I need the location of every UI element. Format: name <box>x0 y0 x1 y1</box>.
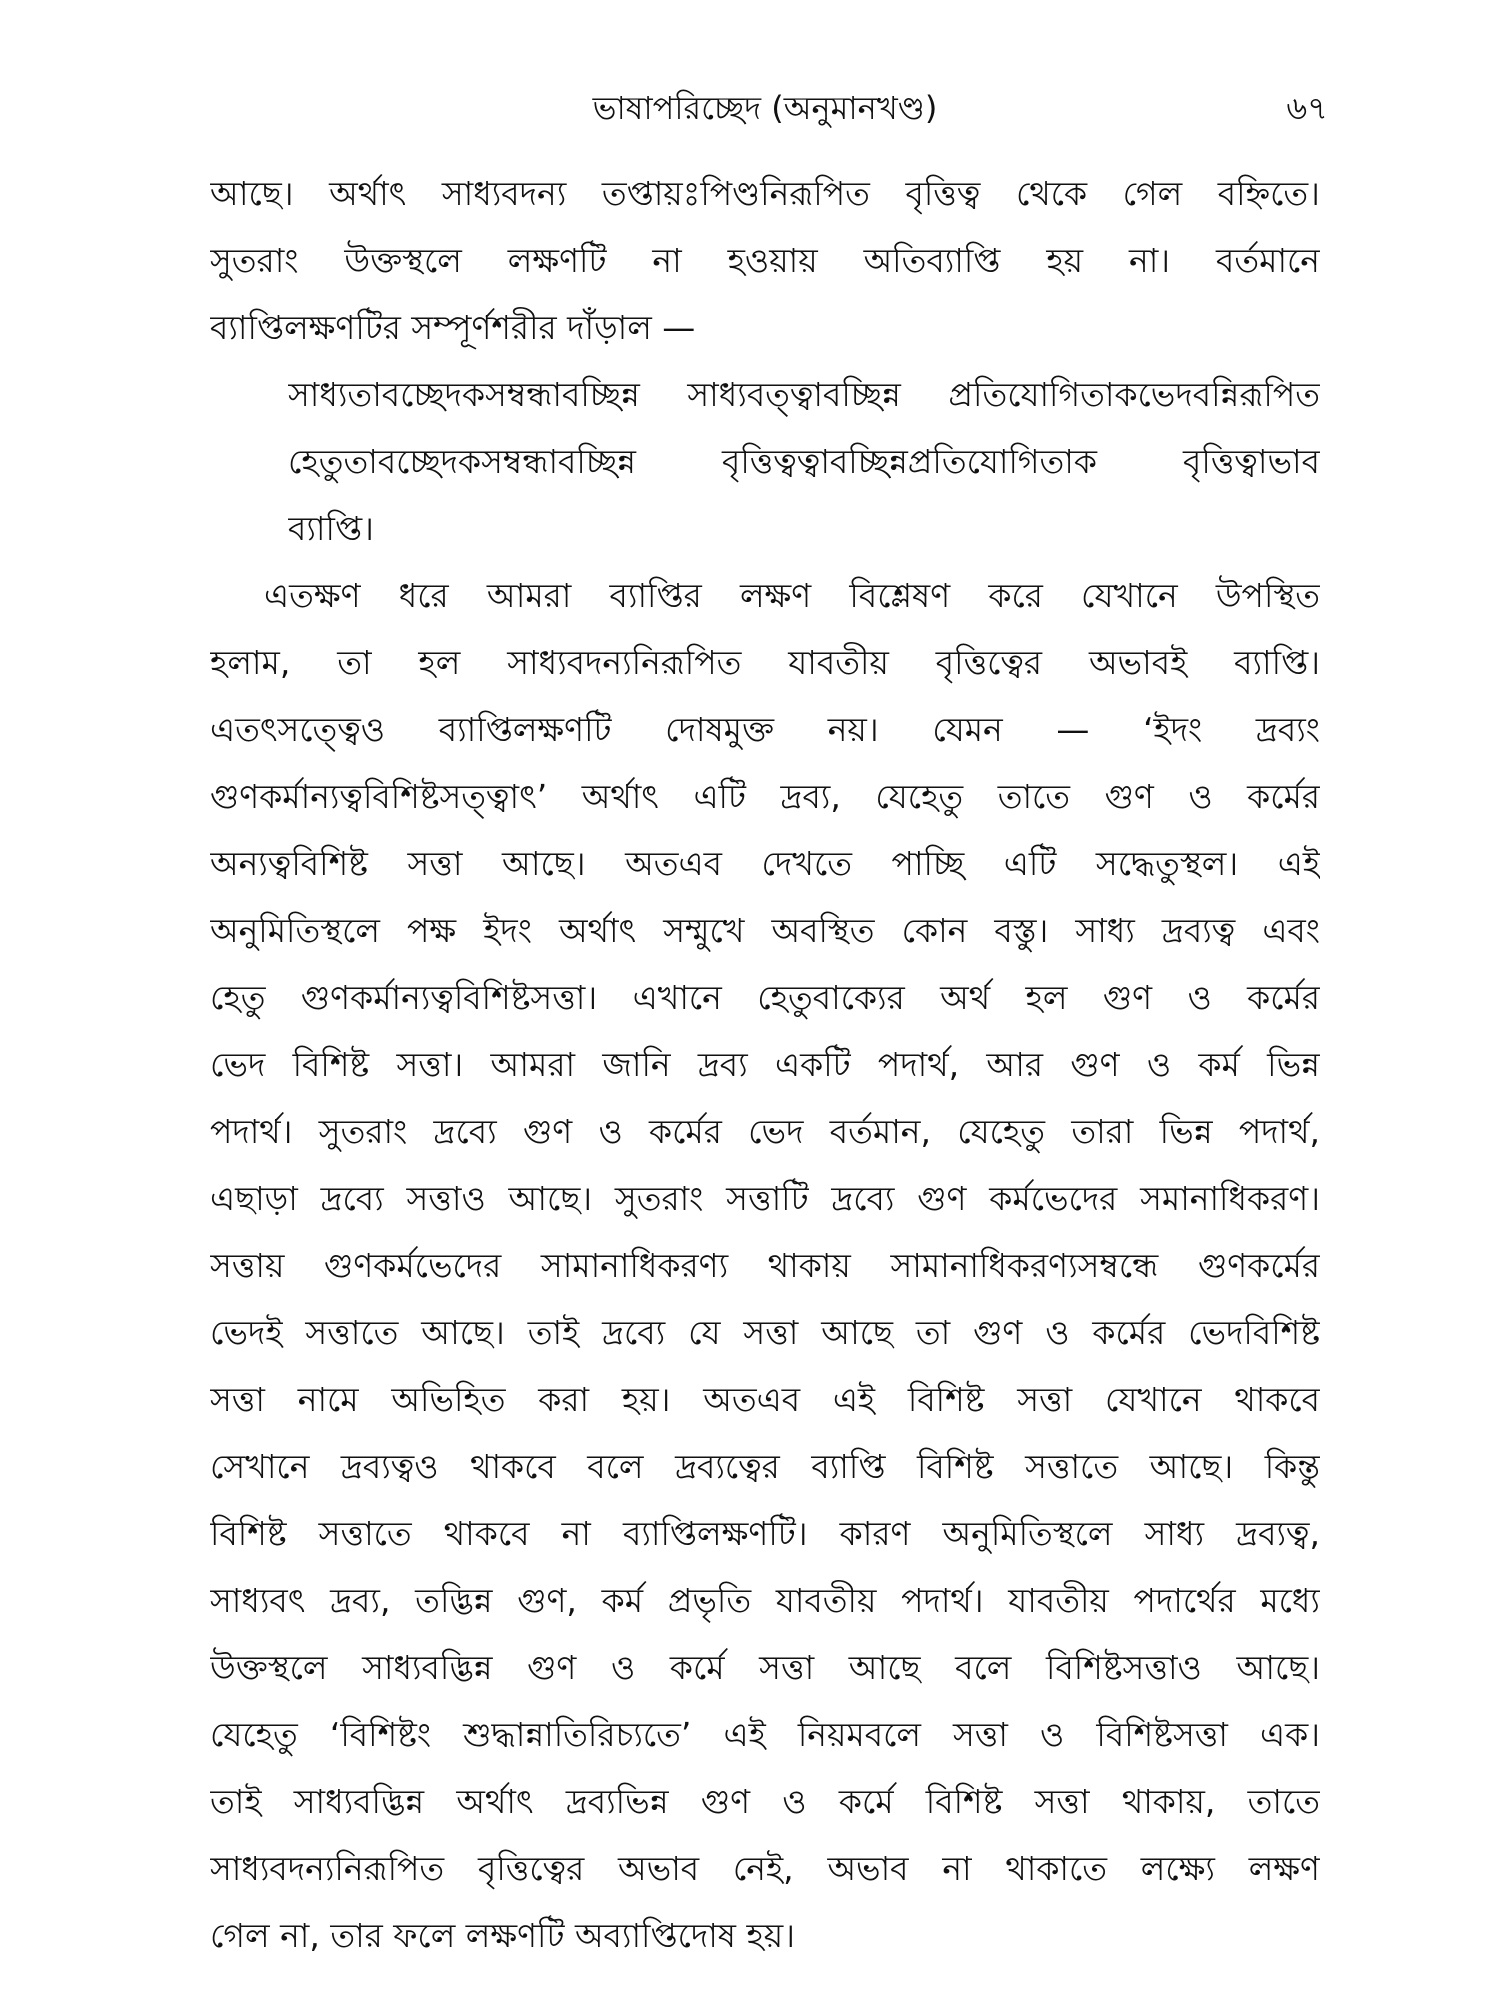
text-line: সেখানে দ্রব্যত্বও থাকবে বলে দ্রব্যত্বের ব্যাপ্তি বিশিষ্ট সত্তাতে আছে। কিন্তু <box>210 1447 1320 1486</box>
text-line: ব্যাপ্তিলক্ষণটির সম্পূর্ণশরীর দাঁড়াল — <box>210 308 696 347</box>
text-line: গেল না, তার ফলে লক্ষণটি অব্যাপ্তিদোষ হয়। <box>210 1916 796 1955</box>
text-line: এছাড়া দ্রব্যে সত্তাও আছে। সুতরাং সত্তাটি দ্রব্যে গুণ কর্মভেদের সমানাধিকরণ। <box>210 1179 1320 1218</box>
text-line: তাই সাধ্যবদ্ভিন্ন অর্থাৎ দ্রব্যভিন্ন গুণ ও কর্মে বিশিষ্ট সত্তা থাকায়, তাতে <box>210 1782 1320 1821</box>
text-line: পদার্থ। সুতরাং দ্রব্যে গুণ ও কর্মের ভেদ বর্তমান, যেহেতু তারা ভিন্ন পদার্থ, <box>210 1112 1320 1151</box>
text-line: অনুমিতিস্থলে পক্ষ ইদং অর্থাৎ সম্মুখে অবস্থিত কোন বস্তু। সাধ্য দ্রব্যত্ব এবং <box>210 911 1320 950</box>
text-line: হেতু গুণকর্মান্যত্ববিশিষ্টসত্তা। এখানে হেতুবাক্যের অর্থ হল গুণ ও কর্মের <box>210 978 1320 1017</box>
text-line: আছে। অর্থাৎ সাধ্যবদন্য তপ্তায়ঃপিণ্ডনিরূপিত বৃত্তিত্ব থেকে গেল বহ্নিতে। <box>210 174 1320 213</box>
definition-block <box>210 361 1320 562</box>
text-line: গুণকর্মান্যত্ববিশিষ্টসত্ত্বাৎ’ অর্থাৎ এটি দ্রব্য, যেহেতু তাতে গুণ ও কর্মের <box>210 777 1320 816</box>
definition-line: হেতুতাবচ্ছেদকসম্বন্ধাবচ্ছিন্ন বৃত্তিত্বত্বাবচ্ছিন্নপ্রতিযোগিতাক বৃত্তিত্বাভাব <box>288 442 1320 481</box>
text-line: সাধ্যবৎ দ্রব্য, তদ্ভিন্ন গুণ, কর্ম প্রভৃতি যাবতীয় পদার্থ। যাবতীয় পদার্থের মধ্যে <box>210 1581 1320 1620</box>
page-number: ৬৭ <box>1286 89 1328 127</box>
text-line: যেহেতু ‘বিশিষ্টং শুদ্ধান্নাতিরিচ্যতে’ এই নিয়মবলে সত্তা ও বিশিষ্টসত্তা এক। <box>210 1715 1320 1754</box>
text-line: হলাম, তা হল সাধ্যবদন্যনিরূপিত যাবতীয় বৃত্তিত্বের অভাবই ব্যাপ্তি। <box>210 643 1320 682</box>
text-line: সত্তায় গুণকর্মভেদের সামানাধিকরণ্য থাকায় সামানাধিকরণ্যসম্বন্ধে গুণকর্মের <box>210 1246 1320 1285</box>
definition-line: সাধ্যতাবচ্ছেদকসম্বন্ধাবচ্ছিন্ন সাধ্যবত্ত্বাবচ্ছিন্ন প্রতিযোগিতাকভেদবন্নিরূপিত <box>288 375 1320 414</box>
text-line: এতৎসত্ত্বেও ব্যাপ্তিলক্ষণটি দোষমুক্ত নয়। যেমন — ‘ইদং দ্রব্যং <box>210 710 1320 749</box>
running-header <box>200 78 1330 138</box>
definition-line: ব্যাপ্তি। <box>288 509 374 548</box>
text-line: সত্তা নামে অভিহিত করা হয়। অতএব এই বিশিষ্ট সত্তা যেখানে থাকবে <box>210 1380 1320 1419</box>
running-title: ভাষাপরিচ্ছেদ (অনুমানখণ্ড) <box>592 89 938 127</box>
text-line: বিশিষ্ট সত্তাতে থাকবে না ব্যাপ্তিলক্ষণটি। কারণ অনুমিতিস্থলে সাধ্য দ্রব্যত্ব, <box>210 1514 1320 1553</box>
text-line: উক্তস্থলে সাধ্যবদ্ভিন্ন গুণ ও কর্মে সত্তা আছে বলে বিশিষ্টসত্তাও আছে। <box>210 1648 1320 1687</box>
text-line: সাধ্যবদন্যনিরূপিত বৃত্তিত্বের অভাব নেই, অভাব না থাকাতে লক্ষ্যে লক্ষণ <box>210 1849 1320 1888</box>
paragraph-main <box>210 562 1320 1969</box>
text-line: ভেদই সত্তাতে আছে। তাই দ্রব্যে যে সত্তা আছে তা গুণ ও কর্মের ভেদবিশিষ্ট <box>210 1313 1320 1352</box>
body-text <box>210 160 1320 1969</box>
text-line: সুতরাং উক্তস্থলে লক্ষণটি না হওয়ায় অতিব্যাপ্তি হয় না। বর্তমানে <box>210 241 1320 280</box>
text-line: অন্যত্ববিশিষ্ট সত্তা আছে। অতএব দেখতে পাচ্ছি এটি সদ্ধেতুস্থল। এই <box>210 844 1320 883</box>
paragraph-continued <box>210 160 1320 361</box>
text-line: এতক্ষণ ধরে আমরা ব্যাপ্তির লক্ষণ বিশ্লেষণ করে যেখানে উপস্থিত <box>264 576 1320 615</box>
text-line: ভেদ বিশিষ্ট সত্তা। আমরা জানি দ্রব্য একটি পদার্থ, আর গুণ ও কর্ম ভিন্ন <box>210 1045 1320 1084</box>
